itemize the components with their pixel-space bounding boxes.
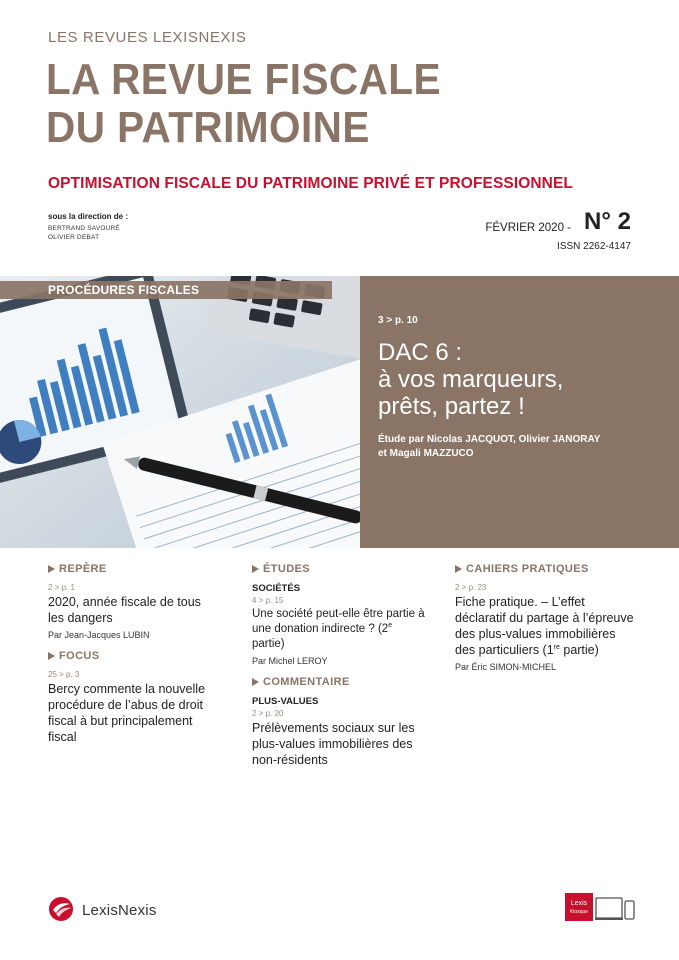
section-heading-focus: FOCUS [48,650,218,664]
rubric-label: PROCÉDURES FISCALES [48,283,200,297]
devices-icon [595,895,635,923]
series-name: LES REVUES LEXISNEXIS [48,29,247,46]
triangle-icon [48,652,55,660]
article-author: Par Michel LEROY [252,656,328,666]
article-ref: 2 > p. 20 [252,709,284,718]
section-heading-etudes: ÉTUDES [252,563,427,577]
feature-author [378,433,658,461]
director-name: OLIVIER DEBAT [48,234,100,241]
subsection-label: SOCIÉTÉS [252,583,301,594]
feature-ref: 3 > p. 10 [378,315,418,326]
article-title: Prélèvements sociaux sur les plus-values immobilières des non-résidents [252,721,415,767]
article-author: Par Jean-Jacques LUBIN [48,630,150,640]
section-heading-commentaire: COMMENTAIRE [252,676,427,690]
director-name: BERTRAND SAVOURÉ [48,225,120,232]
journal-title-line2: DU PATRIMOINE [46,103,370,152]
journal-title-line1: LA REVUE FISCALE [46,55,441,104]
issue-date: FÉVRIER 2020 - [485,222,571,234]
feature-title-line: à vos marqueurs, [378,366,564,393]
lexis-kiosque-badge: Lexis Kiosque [565,893,593,921]
issue-number: N° 2 [584,208,631,235]
publisher-name: LexisNexis [82,902,157,919]
column-right [455,563,635,672]
feature-title-line: DAC 6 : [378,339,463,366]
direction-label: sous la direction de : [48,212,129,221]
section-heading-cahiers: CAHIERS PRATIQUES [455,563,635,577]
article-title: Bercy commente la nouvelle procédure de l’abus de droit fiscal à but principalement fiscal [48,682,206,744]
article-ref: 2 > p. 23 [455,583,487,592]
journal-subtitle: OPTIMISATION FISCALE DU PATRIMOINE PRIVÉ ET PROFESSIONNEL [48,175,573,192]
subsection-label: PLUS-VALUES [252,696,319,707]
feature-title [378,339,658,420]
column-left [48,563,218,745]
cover-photo [0,276,360,548]
article-ref: 4 > p. 15 [252,596,284,605]
triangle-icon [455,565,462,573]
triangle-icon [48,565,55,573]
feature-author-line: et Magali MAZZUCO [378,448,474,459]
article-ref: 2 > p. 1 [48,583,75,592]
journal-title [46,56,441,152]
feature-title-line: prêts, partez ! [378,393,525,420]
column-middle [252,563,427,768]
article-ref: 25 > p. 3 [48,670,80,679]
triangle-icon [252,678,259,686]
pointer-notch [360,311,371,333]
section-heading-repere: REPÈRE [48,563,218,577]
article-title: 2020, année fiscale de tous les dangers [48,595,201,625]
article-title: Fiche pratique. – L’effet déclaratif du partage à l’épreuve des plus-values immobilières des particuliers (1re partie) [455,595,634,657]
article-author: Par Éric SIMON-MICHEL [455,662,557,672]
article-title: Une société peut-elle être partie à une donation indirecte ? (2e partie) [252,608,425,650]
issn: ISSN 2262-4147 [557,241,631,252]
triangle-icon [252,565,259,573]
lexisnexis-logo-icon [48,896,78,922]
feature-author-line: Étude par Nicolas JACQUOT, Olivier JANORAY [378,434,601,445]
